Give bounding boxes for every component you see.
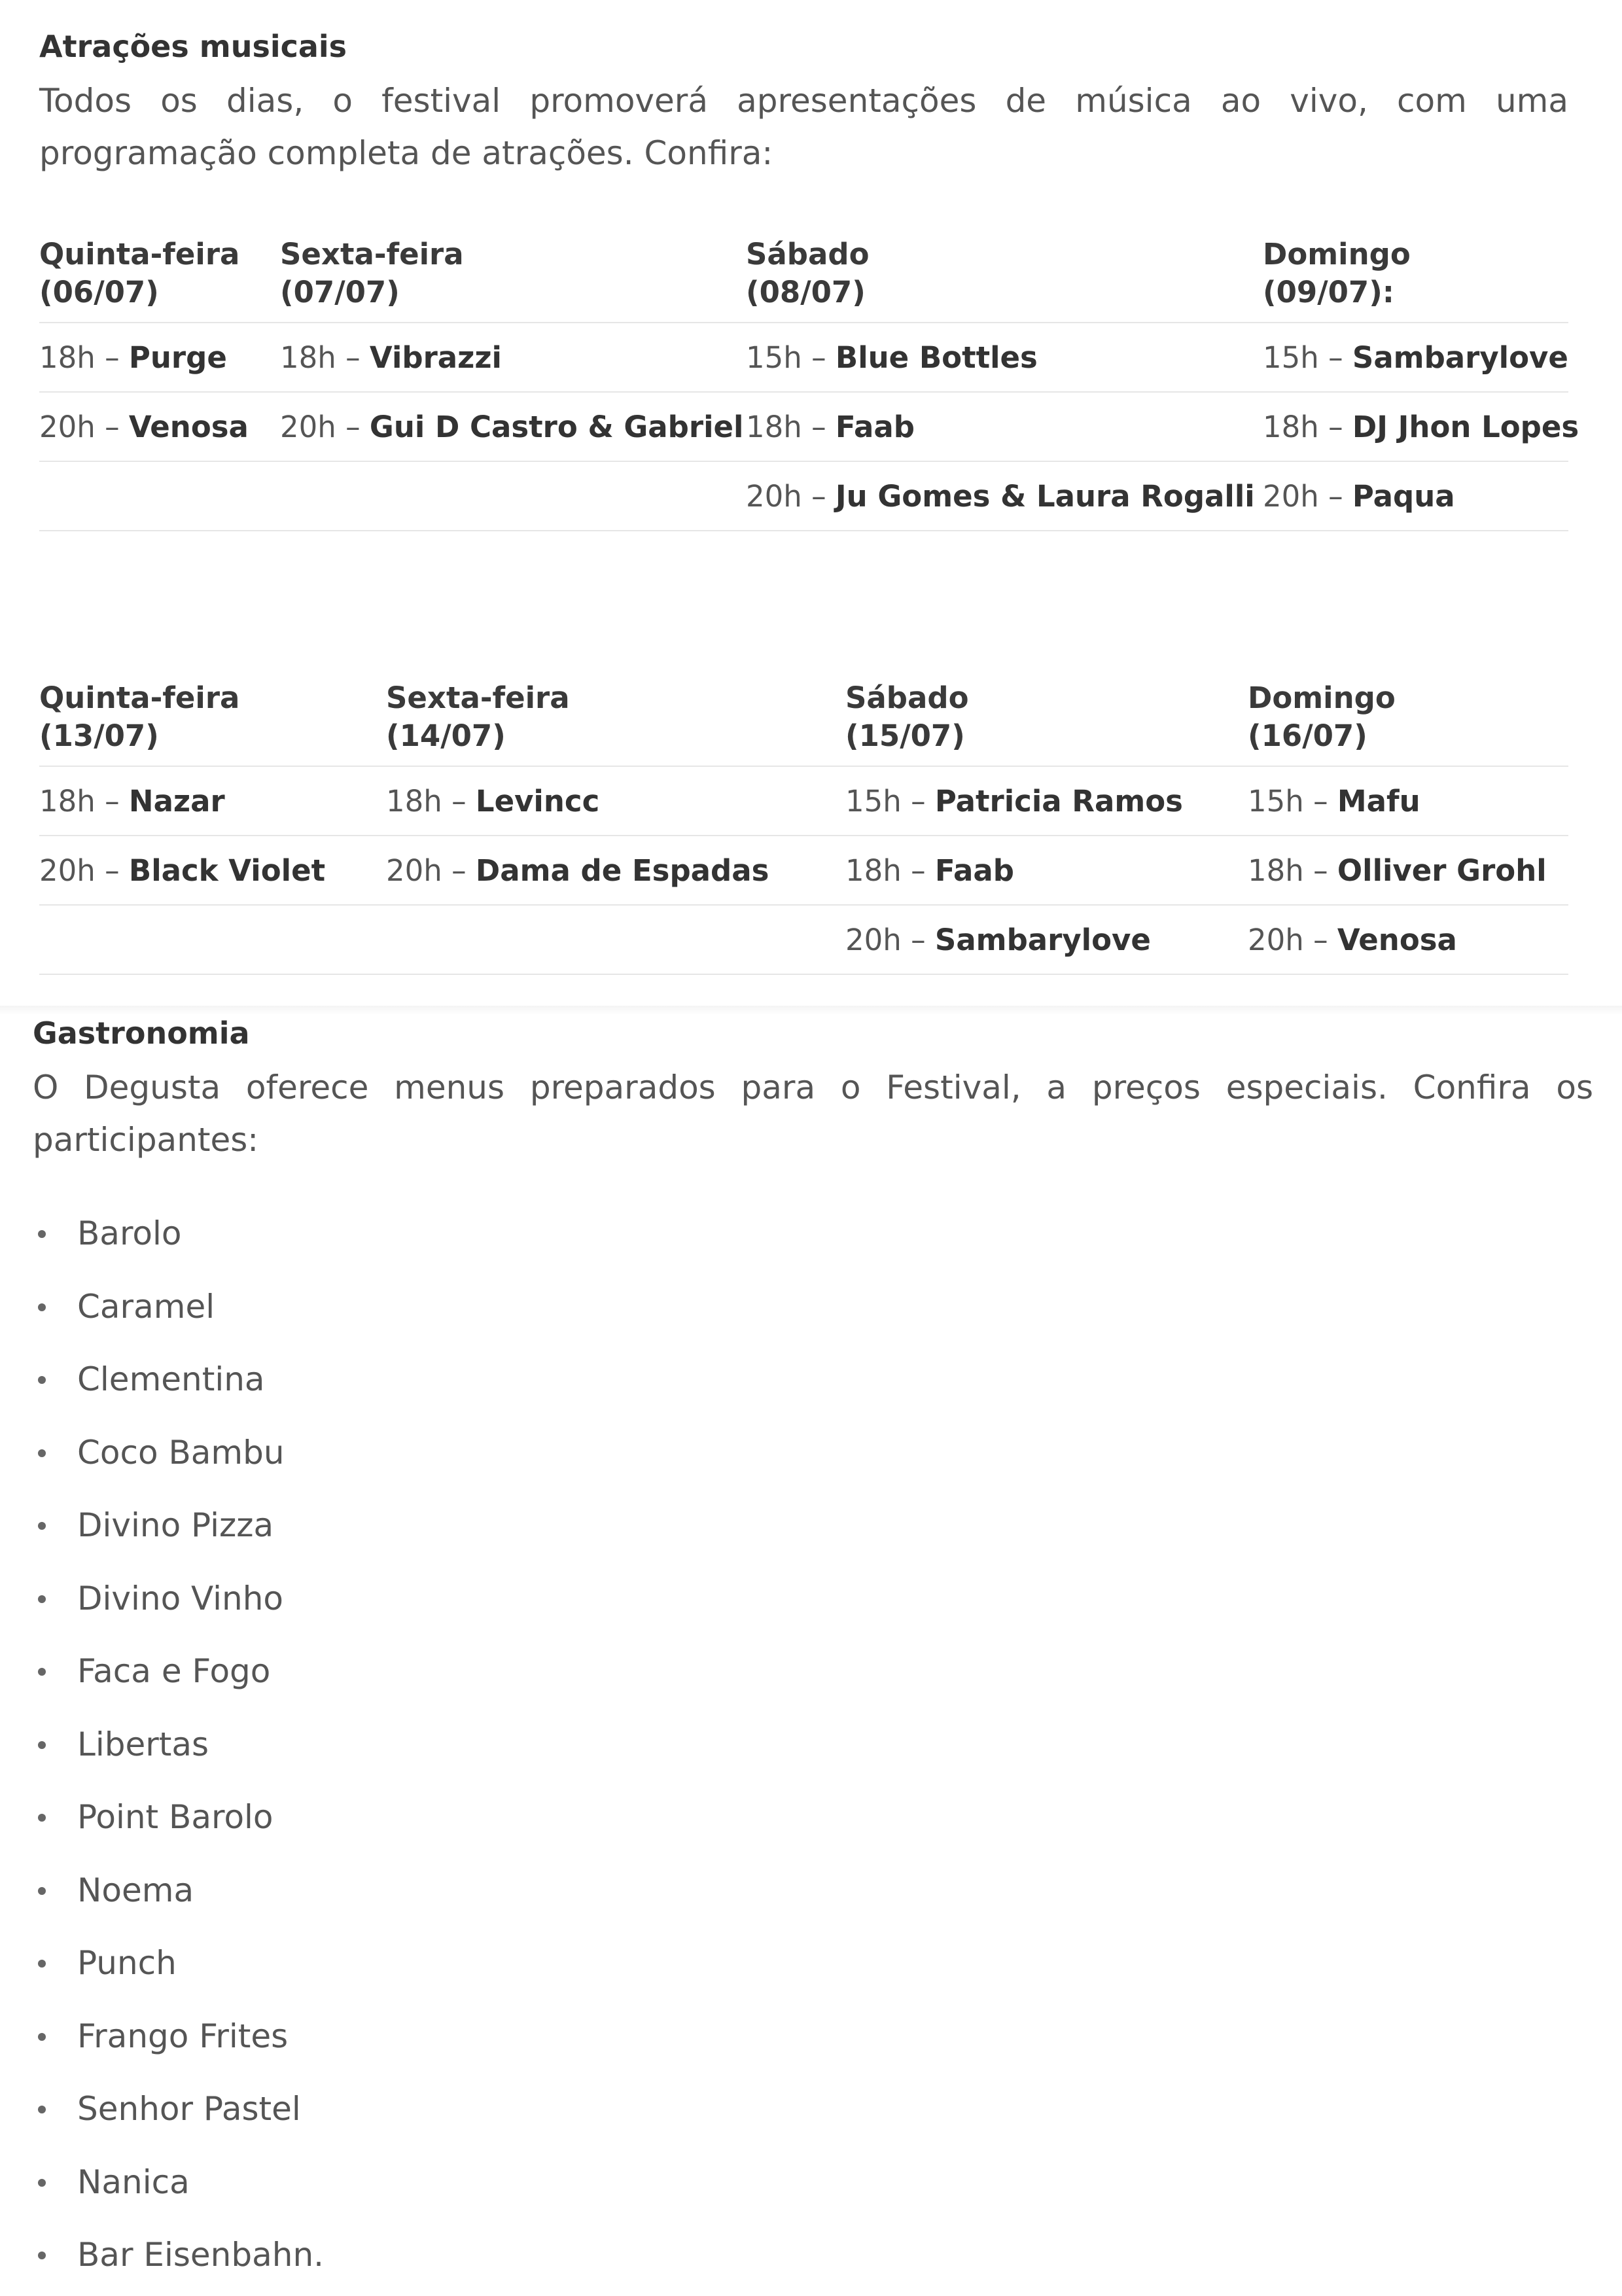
- schedule-cell: 20h – Dama de Espadas: [386, 836, 845, 905]
- table-row: [39, 836, 1568, 905]
- schedule-cell: 18h – Nazar: [39, 766, 386, 836]
- section-divider: [0, 1006, 1622, 1015]
- day-header: Quinta-feira (13/07): [39, 679, 386, 766]
- day-header: Sábado (15/07): [845, 679, 1248, 766]
- schedule-cell: 20h – Ju Gomes & Laura Rogalli: [746, 461, 1263, 531]
- list-item: Caramel: [33, 1271, 324, 1344]
- schedule-cell: [39, 461, 280, 531]
- schedule-cell: 15h – Mafu: [1248, 766, 1568, 836]
- schedule-week-1: [39, 236, 1579, 531]
- list-item: Point Barolo: [33, 1781, 324, 1854]
- table-row: [39, 461, 1568, 531]
- schedule-cell: 18h – Faab: [746, 392, 1263, 461]
- table-row: [39, 905, 1568, 974]
- schedule-cell: 15h – Blue Bottles: [746, 323, 1263, 392]
- schedule-cell: 18h – Levincc: [386, 766, 845, 836]
- list-item: Faca e Fogo: [33, 1635, 324, 1708]
- list-item: Bar Eisenbahn.: [33, 2219, 324, 2292]
- table-row: [39, 392, 1568, 461]
- restaurant-list: [33, 1197, 324, 2292]
- schedule-week-2: [39, 679, 1568, 975]
- schedule-cell: [39, 905, 386, 974]
- list-item: Libertas: [33, 1708, 324, 1782]
- day-header: Sábado (08/07): [746, 236, 1263, 323]
- day-header: Sexta-feira (14/07): [386, 679, 845, 766]
- day-header: Quinta-feira (06/07): [39, 236, 280, 323]
- schedule-cell: 20h – Black Violet: [39, 836, 386, 905]
- day-header: Domingo (09/07):: [1263, 236, 1568, 323]
- list-item: Frango Frites: [33, 2000, 324, 2074]
- schedule-cell: 20h – Venosa: [1248, 905, 1568, 974]
- schedule-cell: 18h – Purge: [39, 323, 280, 392]
- schedule-cell: 18h – DJ Jhon Lopes: [1263, 392, 1568, 461]
- schedule-cell: 18h – Faab: [845, 836, 1248, 905]
- list-item: Barolo: [33, 1197, 324, 1271]
- schedule-cell: [280, 461, 746, 531]
- list-item: Divino Pizza: [33, 1489, 324, 1563]
- schedule-cell: 18h – Vibrazzi: [280, 323, 746, 392]
- schedule-cell: 20h – Gui D Castro & Gabriel: [280, 392, 746, 461]
- list-item: Punch: [33, 1927, 324, 2000]
- schedule-header-row: [39, 679, 1568, 766]
- list-item: Nanica: [33, 2146, 324, 2219]
- music-intro: Todos os dias, o festival promoverá apresentações de música ao vivo, com uma programação completa de atrações. Confira:: [39, 82, 1568, 172]
- schedule-cell: [386, 905, 845, 974]
- list-item: Coco Bambu: [33, 1417, 324, 1490]
- schedule-header-row: [39, 236, 1568, 323]
- list-item: Noema: [33, 1854, 324, 1928]
- schedule-cell: 18h – Olliver Grohl: [1248, 836, 1568, 905]
- list-item: Senhor Pastel: [33, 2073, 324, 2146]
- schedule-cell: 20h – Sambarylove: [845, 905, 1248, 974]
- day-header: Sexta-feira (07/07): [280, 236, 746, 323]
- schedule-cell: 20h – Paqua: [1263, 461, 1568, 531]
- list-item: Clementina: [33, 1343, 324, 1417]
- food-heading: Gastronomia: [33, 1016, 250, 1051]
- list-item: Divino Vinho: [33, 1563, 324, 1636]
- music-heading: Atrações musicais: [39, 29, 347, 64]
- table-row: [39, 766, 1568, 836]
- schedule-cell: 20h – Venosa: [39, 392, 280, 461]
- schedule-cell: 15h – Patricia Ramos: [845, 766, 1248, 836]
- table-row: [39, 323, 1568, 392]
- schedule-cell: 15h – Sambarylove: [1263, 323, 1568, 392]
- food-intro: O Degusta oferece menus preparados para o Festival, a preços especiais. Confira os participantes:: [33, 1069, 1593, 1159]
- day-header: Domingo (16/07): [1248, 679, 1568, 766]
